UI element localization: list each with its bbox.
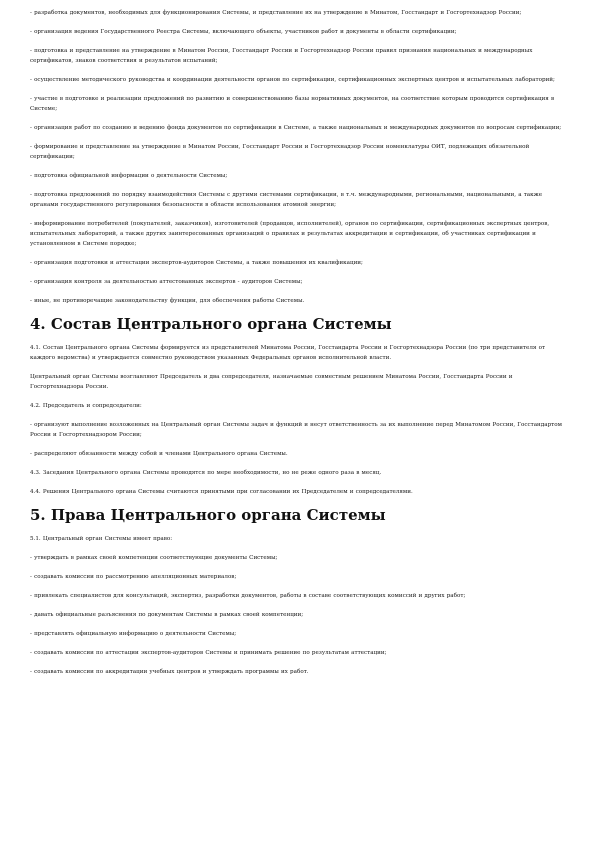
- paragraph: - утверждать в рамках своей компетенции соответствующие документы Системы;: [30, 555, 278, 561]
- paragraph: - подготовка и представление на утверждение в Минатом России, Госстандарт России и Госгортехнадзор России правил признания национальных и международных сертификатов, знаков соответствия и результатов испытаний;: [30, 48, 533, 64]
- paragraph: - давать официальные разъяснения по документам Системы в рамках своей компетенции;: [30, 612, 304, 618]
- paragraph: - организуют выполнение возложенных на Центральный орган Системы задач и функций и несут ответственность за их выполнение перед Минатомом России, Госстандартом России и Госгортехнадзором России;: [30, 422, 562, 438]
- paragraph: - создавать комиссии по аттестации экспертов-аудиторов Системы и принимать решение по результатам аттестации;: [30, 650, 387, 656]
- paragraph: - информирование потребителей (покупателей, заказчиков), изготовителей (продавцов, исполнителей), органов по сертификации, сертификационных экспертных центров, испытательных лабораторий, а также других заинтересованных организаций о правилах и результатах аккредитации и сертификации, об участниках сертификации и установленном в Системе порядке;: [30, 221, 550, 247]
- paragraph: - иные, не противоречащие законодательству функции, для обеспечения работы Системы.: [30, 298, 305, 304]
- paragraph: 4.1. Состав Центрального органа Системы формируется из представителей Минатома России, Госстандарта России и Госгортехнадзора России (по три представителя от каждого ведомства) и утверждается совместно руководством указанных Федеральных органов исполнительной власти.: [30, 345, 546, 361]
- paragraph: 4.3. Заседания Центрального органа Системы проводятся по мере необходимости, но не реже одного раза в месяц.: [30, 470, 382, 476]
- paragraph: - организация контроля за деятельностью аттестованных экспертов - аудиторов Системы;: [30, 279, 303, 285]
- paragraph: - подготовка предложений по порядку взаимодействия Системы с другими системами сертификации, в т.ч. международными, региональными, национальными, а также органами государственного регулирования безопасности в области использования атомной энергии;: [30, 192, 543, 208]
- section-heading-5: 5. Права Центрального органа Системы: [30, 506, 386, 524]
- paragraph: - организация ведения Государственного Реестра Системы, включающего объекты, участников работ и документы в области сертификации;: [30, 29, 457, 35]
- section-heading-4: 4. Состав Центрального органа Системы: [30, 315, 392, 333]
- paragraph: 4.4. Решения Центрального органа Системы считаются принятыми при согласовании их Председателем и сопредседателями.: [30, 489, 413, 495]
- paragraph: - организация работ по созданию и ведению фонда документов по сертификации в Системе, а также национальных и международных документов по вопросам сертификации;: [30, 125, 562, 131]
- paragraph: - привлекать специалистов для консультаций, экспертиз, разработки документов, работы в составе соответствующих комиссий и других работ;: [30, 593, 466, 599]
- paragraph: - формирование и представление на утверждение в Минатом России, Госстандарт России и Госгортехнадзор России номенклатуры ОИТ, подлежащих обязательной сертификации;: [30, 144, 530, 160]
- paragraph: 4.2. Председатель и сопредседатели:: [30, 403, 142, 409]
- paragraph: - подготовка официальной информации о деятельности Системы;: [30, 173, 228, 179]
- paragraph: - организация подготовки и аттестации экспертов-аудиторов Системы, а также повышения их квалификации;: [30, 260, 363, 266]
- paragraph: - создавать комиссии по рассмотрению апелляционных материалов;: [30, 574, 237, 580]
- paragraph: - представлять официальную информацию о деятельности Системы;: [30, 631, 237, 637]
- paragraph: - создавать комиссии по аккредитации учебных центров и утверждать программы их работ.: [30, 669, 309, 675]
- paragraph: - распределяют обязанности между собой и членами Центрального органа Системы.: [30, 451, 288, 457]
- paragraph: Центральный орган Системы возглавляют Председатель и два сопредседателя, назначаемые совместным решением Минатома России, Госстандарта России и Госгортехнадзора России.: [30, 374, 513, 390]
- paragraph: - осуществление методического руководства и координации деятельности органов по сертификации, сертификационных экспертных центров и испытательных лабораторий;: [30, 77, 555, 83]
- paragraph: 5.1. Центральный орган Системы имеет право:: [30, 536, 173, 542]
- paragraph: - разработка документов, необходимых для функционирования Системы, и представление их на утверждение в Минатом, Госстандарт и Госгортехнадзор России;: [30, 10, 522, 16]
- paragraph: - участие в подготовке и реализации предложений по развитию и совершенствованию базы нормативных документов, на соответствие которым проводится сертификация в Системе;: [30, 96, 555, 112]
